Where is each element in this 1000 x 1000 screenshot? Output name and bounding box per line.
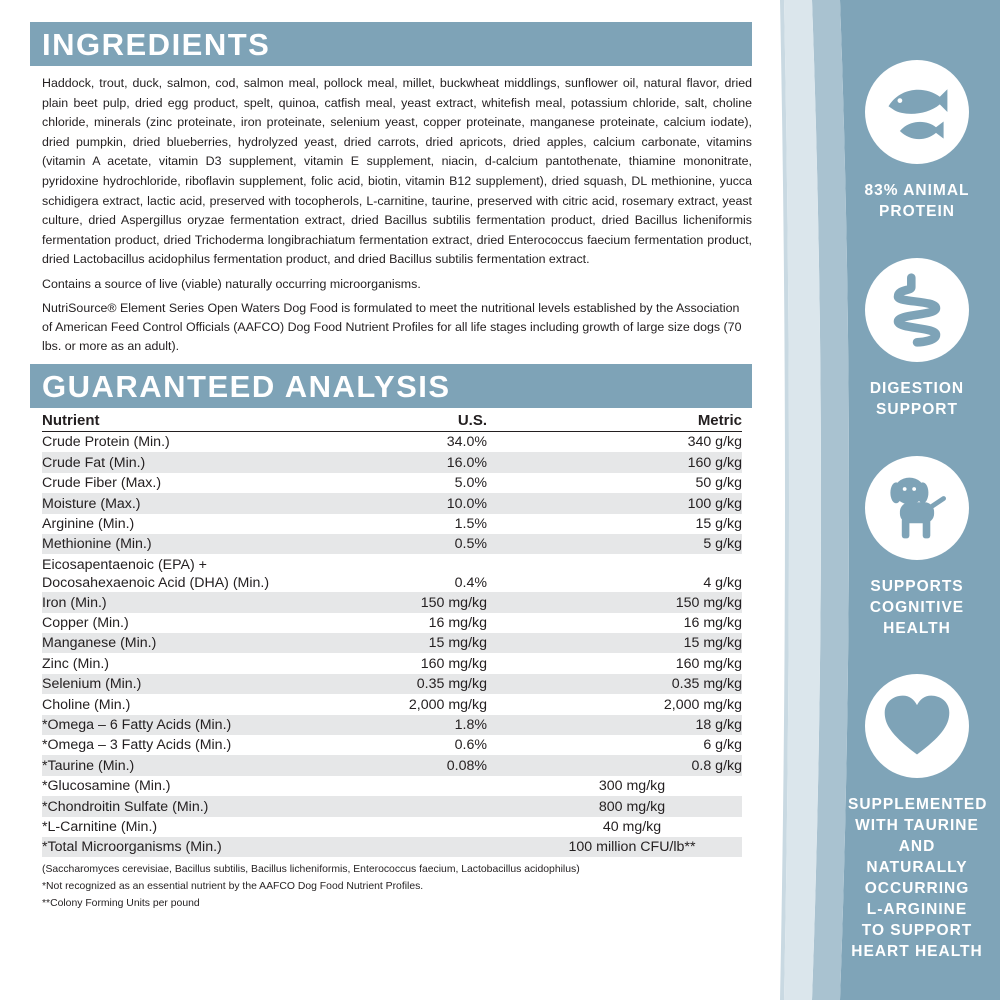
nutrient-name: Copper (Min.) <box>42 615 129 632</box>
nutrient-name: Zinc (Min.) <box>42 655 109 672</box>
intestine-icon <box>879 272 955 348</box>
us-value: 150 mg/kg <box>372 592 487 612</box>
table-row <box>42 554 742 592</box>
metric-value: 5 g/kg <box>487 534 742 554</box>
caption-line: HEALTH <box>883 620 951 637</box>
nutrient-name: Arginine (Min.) <box>42 515 135 532</box>
metric-value: 160 g/kg <box>487 452 742 472</box>
us-value: 0.08% <box>372 755 487 775</box>
table-row <box>42 796 742 816</box>
nutrient-name: Methionine (Min.) <box>42 534 372 554</box>
nutrient-name <box>42 554 372 592</box>
table-row <box>42 715 742 735</box>
metric-value: 15 mg/kg <box>487 633 742 653</box>
nutrient-name: *Chondroitin Sulfate (Min.) <box>42 796 372 816</box>
column-header-metric: Metric <box>487 408 742 432</box>
table-row <box>42 514 742 534</box>
caption-line: TO SUPPORT <box>861 922 973 939</box>
us-value: 5.0% <box>454 475 487 492</box>
metric-value: 15 g/kg <box>695 515 742 532</box>
aafco-statement: NutriSource® Element Series Open Waters Dog Food is formulated to meet the nutritional levels established by the Association of American Feed Control Officials (AAFCO) Dog Food Nutrient Profiles for all life stages including growth of large size dogs (70 lbs. or more as an adult). <box>42 300 742 353</box>
main-content <box>30 22 752 912</box>
combined-value: 800 mg/kg <box>372 796 742 816</box>
nutrient-name: Manganese (Min.) <box>42 633 372 653</box>
nutrient-name: Crude Fiber (Max.) <box>42 475 162 492</box>
caption-line: PROTEIN <box>879 203 955 220</box>
table-row <box>42 452 742 472</box>
benefits-sidebar <box>760 0 1000 1000</box>
nutrient-name-line: Docosahexaenoic Acid (DHA) (Min.) <box>42 575 270 592</box>
us-value: 0.5% <box>372 534 487 554</box>
table-row <box>42 735 742 755</box>
caption-line: L-ARGININE <box>866 901 968 918</box>
us-value: 160 mg/kg <box>420 655 487 672</box>
puppy-icon <box>879 470 955 546</box>
footnote-cfu: **Colony Forming Units per pound <box>42 898 200 910</box>
caption-line: WITH TAURINE <box>855 817 979 834</box>
us-value: 2,000 mg/kg <box>408 696 487 713</box>
combined-value: 100 million CFU/lb** <box>372 837 742 857</box>
table-row <box>42 653 742 673</box>
badge-circle <box>865 674 969 778</box>
heart-icon <box>879 688 955 764</box>
ingredients-heading: INGREDIENTS <box>30 22 752 66</box>
us-value: 16.0% <box>372 452 487 472</box>
badge-digestion-support <box>848 258 986 420</box>
table-row <box>42 837 742 857</box>
table-row <box>42 493 742 513</box>
badge-cognitive-health <box>848 456 986 639</box>
us-value: 1.8% <box>372 715 487 735</box>
metric-value: 160 mg/kg <box>675 655 742 672</box>
caption-line: 83% ANIMAL <box>864 182 970 199</box>
badge-animal-protein <box>848 60 986 222</box>
badge-circle <box>865 456 969 560</box>
caption-line: SUPPORTS <box>870 578 964 595</box>
column-header-us: U.S. <box>372 408 487 432</box>
nutrient-name: Crude Protein (Min.) <box>42 434 170 451</box>
nutrient-name: *Total Microorganisms (Min.) <box>42 837 372 857</box>
nutrient-name: *Glucosamine (Min.) <box>42 778 171 795</box>
nutrient-name: *Omega – 6 Fatty Acids (Min.) <box>42 715 372 735</box>
guaranteed-analysis-table <box>42 408 742 857</box>
us-value: 0.6% <box>454 737 487 754</box>
nutrient-name: Crude Fat (Min.) <box>42 452 372 472</box>
table-row <box>42 633 742 653</box>
ingredients-list: Haddock, trout, duck, salmon, cod, salmon meal, pollock meal, millet, buckwheat middlings, sunflower oil, natural flavor, dried plain beet pulp, dried egg product, spelt, quinoa, catfish meal, yeast extract, whitefish meal, potassium chloride, salt, choline chloride, minerals (zinc proteinate, iron proteinate, selenium yeast, copper proteinate, manganese proteinate, calcium iodate), dried pumpkin, dried blueberries, hydrolyzed yeast, dried carrots, dried apricots, dried apples, calcium carbonate, vitamins (vitamin A acetate, vitamin D3 supplement, vitamin E supplement, niacin, d-calcium pantothenate, thiamine mononitrate, pyridoxine hydrochloride, riboflavin supplement, folic acid, biotin, vitamin B12 supplement), dried squash, DL methionine, yucca schidigera extract, lactic acid, preserved with tocopherols, L-carnitine, taurine, preserved with citric acid, rosemary extract, yeast culture, dried Aspergillus oryzae fermentation extract, dried Bacillus subtilis fermentation product, dried Bacillus licheniformis fermentation product, dried Trichoderma longibrachiatum fermentation extract, dried Enterococcus faecium fermentation product, dried Lactobacillus acidophilus fermentation product, and dried Bacillus subtilis fermentation extract. <box>42 76 752 267</box>
metric-value: 0.35 mg/kg <box>487 674 742 694</box>
nutrient-name: *Omega – 3 Fatty Acids (Min.) <box>42 737 232 754</box>
column-header-nutrient: Nutrient <box>42 408 372 432</box>
fish-icon <box>879 74 955 150</box>
metric-value: 50 g/kg <box>695 475 742 492</box>
caption-line: OCCURRING <box>864 880 970 897</box>
metric-value: 0.8 g/kg <box>487 755 742 775</box>
us-value: 16 mg/kg <box>428 615 487 632</box>
caption-line: AND NATURALLY <box>866 838 968 876</box>
footnotes <box>42 861 752 912</box>
caption-line: DIGESTION <box>869 380 965 397</box>
nutrient-name: Choline (Min.) <box>42 696 131 713</box>
badge-caption <box>848 576 986 639</box>
us-value: 15 mg/kg <box>372 633 487 653</box>
metric-value: 4 g/kg <box>703 575 742 592</box>
metric-value: 150 mg/kg <box>487 592 742 612</box>
nutrient-name: Selenium (Min.) <box>42 674 372 694</box>
us-value: 0.35 mg/kg <box>372 674 487 694</box>
badge-circle <box>865 60 969 164</box>
caption-line: HEART HEALTH <box>851 943 983 960</box>
table-row <box>42 674 742 694</box>
us-value: 1.5% <box>454 515 487 532</box>
guaranteed-analysis-heading: GUARANTEED ANALYSIS <box>30 364 752 408</box>
caption-line: SUPPORT <box>876 401 958 418</box>
microorganisms-note: Contains a source of live (viable) naturally occurring microorganisms. <box>42 276 421 291</box>
metric-value: 2,000 mg/kg <box>663 696 742 713</box>
nutrient-name: *Taurine (Min.) <box>42 755 372 775</box>
table-row <box>42 534 742 554</box>
table-row <box>42 473 742 493</box>
badge-caption <box>848 794 986 962</box>
nutrient-name: Iron (Min.) <box>42 592 372 612</box>
combined-value: 40 mg/kg <box>602 818 662 835</box>
nutrient-name: *L-Carnitine (Min.) <box>42 818 158 835</box>
table-row <box>42 817 742 837</box>
nutrient-name: Moisture (Max.) <box>42 493 372 513</box>
table-row <box>42 592 742 612</box>
table-header-row <box>42 408 742 432</box>
badge-caption <box>848 180 986 222</box>
metric-value: 340 g/kg <box>687 434 742 451</box>
footnote-aafco: *Not recognized as an essential nutrient by the AAFCO Dog Food Nutrient Profiles. <box>42 881 424 893</box>
badge-circle <box>865 258 969 362</box>
metric-value: 100 g/kg <box>487 493 742 513</box>
table-row <box>42 694 742 714</box>
us-value: 10.0% <box>372 493 487 513</box>
metric-value: 18 g/kg <box>487 715 742 735</box>
badge-heart-health <box>848 674 986 962</box>
metric-value: 6 g/kg <box>703 737 742 754</box>
table-row <box>42 776 742 796</box>
caption-line: COGNITIVE <box>869 599 965 616</box>
us-value: 34.0% <box>446 434 487 451</box>
metric-value: 16 mg/kg <box>683 615 742 632</box>
us-value: 0.4% <box>454 575 487 592</box>
badge-caption <box>848 378 986 420</box>
table-row <box>42 431 742 452</box>
combined-value: 300 mg/kg <box>598 778 666 795</box>
caption-line: SUPPLEMENTED <box>848 796 988 813</box>
table-row <box>42 613 742 633</box>
table-row <box>42 755 742 775</box>
nutrient-name-line: Eicosapentaenoic (EPA) + <box>42 557 207 574</box>
footnote-microorganism-species: (Saccharomyces cerevisiae, Bacillus subtilis, Bacillus licheniformis, Enterococcus faecium, Lactobacillus acidophilus) <box>42 864 580 876</box>
